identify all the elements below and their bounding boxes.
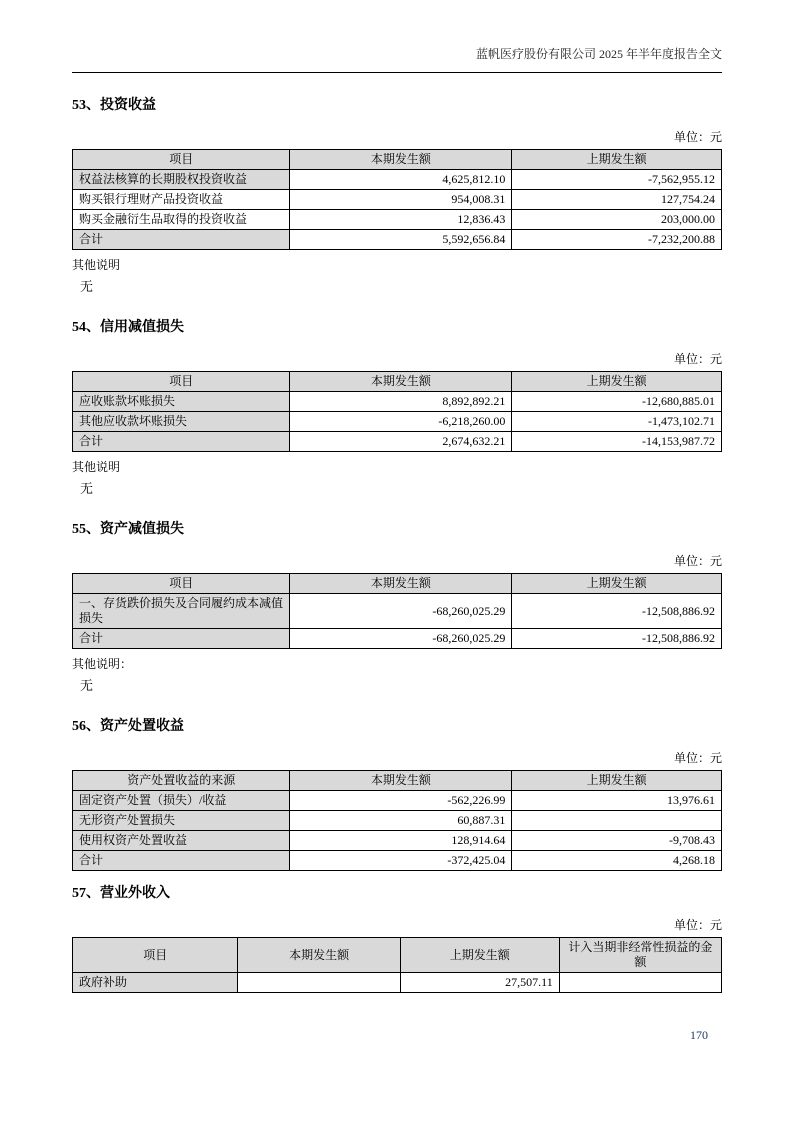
current-amount-cell: -6,218,260.00 <box>290 412 512 432</box>
unit-label: 单位：元 <box>673 554 722 568</box>
table-row <box>73 190 722 210</box>
row-label-cell: 一、存货跌价损失及合同履约成本减值损失 <box>73 594 290 629</box>
page-number: 170 <box>690 1028 708 1042</box>
prior-amount-cell: 127,754.24 <box>512 190 722 210</box>
table-row <box>73 973 722 993</box>
current-amount-cell: 5,592,656.84 <box>290 230 512 250</box>
col-header-current-period: 本期发生额 <box>290 150 512 170</box>
section-56-title: 56、资产处置收益 <box>72 719 184 734</box>
col-header-prior-period: 上期发生额 <box>512 150 722 170</box>
unit-label: 单位：元 <box>673 352 722 366</box>
note-label: 其他说明 <box>72 258 121 272</box>
row-label-cell: 合计 <box>73 629 290 649</box>
prior-amount-cell: -7,232,200.88 <box>512 230 722 250</box>
current-amount-cell: -562,226.99 <box>290 791 512 811</box>
current-amount-cell: 8,892,892.21 <box>290 392 512 412</box>
note-value: 无 <box>80 279 94 294</box>
prior-amount-cell: -12,508,886.92 <box>512 629 722 649</box>
table-row-total <box>73 230 722 250</box>
col-header-item: 项目 <box>73 574 290 594</box>
row-label-cell: 无形资产处置损失 <box>73 811 290 831</box>
page-header <box>72 46 722 73</box>
col-header-current-period: 本期发生额 <box>290 771 512 791</box>
col-header-prior-period: 上期发生额 <box>400 938 559 973</box>
row-label-cell: 权益法核算的长期股权投资收益 <box>73 170 290 190</box>
note-label: 其他说明 <box>72 460 121 474</box>
table-credit-impairment-loss <box>72 371 722 452</box>
row-label-cell: 应收账款坏账损失 <box>73 392 290 412</box>
row-label-cell: 固定资产处置（损失）/收益 <box>73 791 290 811</box>
non-recurring-amount-cell <box>559 973 721 993</box>
row-label-cell: 合计 <box>73 432 290 452</box>
current-amount-cell: 2,674,632.21 <box>290 432 512 452</box>
prior-amount-cell: -12,680,885.01 <box>512 392 722 412</box>
current-amount-cell <box>238 973 400 993</box>
col-header-item: 项目 <box>73 372 290 392</box>
col-header-item: 项目 <box>73 150 290 170</box>
unit-label: 单位：元 <box>673 751 722 765</box>
table-header-row <box>73 372 722 392</box>
table-header-row <box>73 574 722 594</box>
table-row <box>73 791 722 811</box>
col-header-prior-period: 上期发生额 <box>512 574 722 594</box>
row-label-cell: 政府补助 <box>73 973 238 993</box>
col-header-prior-period: 上期发生额 <box>512 372 722 392</box>
table-asset-disposal-income <box>72 770 722 871</box>
unit-label: 单位：元 <box>673 130 722 144</box>
table-header-row <box>73 150 722 170</box>
prior-amount-cell: 27,507.11 <box>400 973 559 993</box>
row-label-cell: 其他应收款坏账损失 <box>73 412 290 432</box>
unit-label: 单位：元 <box>673 918 722 932</box>
table-row-total <box>73 629 722 649</box>
row-label-cell: 购买金融衍生品取得的投资收益 <box>73 210 290 230</box>
table-investment-income <box>72 149 722 250</box>
table-row <box>73 811 722 831</box>
prior-amount-cell: -7,562,955.12 <box>512 170 722 190</box>
col-header-current-period: 本期发生额 <box>290 372 512 392</box>
prior-amount-cell: -9,708.43 <box>512 831 722 851</box>
section-57-title: 57、营业外收入 <box>72 886 170 901</box>
table-row <box>73 210 722 230</box>
table-row <box>73 170 722 190</box>
current-amount-cell: -372,425.04 <box>290 851 512 871</box>
table-non-operating-income <box>72 937 722 993</box>
current-amount-cell: 128,914.64 <box>290 831 512 851</box>
col-header-current-period: 本期发生额 <box>238 938 400 973</box>
prior-amount-cell: -14,153,987.72 <box>512 432 722 452</box>
table-asset-impairment-loss <box>72 573 722 649</box>
table-row <box>73 831 722 851</box>
current-amount-cell: 60,887.31 <box>290 811 512 831</box>
table-row <box>73 392 722 412</box>
row-label-cell: 合计 <box>73 851 290 871</box>
note-label: 其他说明： <box>72 657 133 671</box>
prior-amount-cell: -1,473,102.71 <box>512 412 722 432</box>
row-label-cell: 使用权资产处置收益 <box>73 831 290 851</box>
prior-amount-cell <box>512 811 722 831</box>
note-value: 无 <box>80 481 94 496</box>
current-amount-cell: -68,260,025.29 <box>290 594 512 629</box>
prior-amount-cell: -12,508,886.92 <box>512 594 722 629</box>
table-header-row <box>73 771 722 791</box>
col-header-source: 资产处置收益的来源 <box>73 771 290 791</box>
current-amount-cell: 12,836.43 <box>290 210 512 230</box>
current-amount-cell: 4,625,812.10 <box>290 170 512 190</box>
row-label-cell: 合计 <box>73 230 290 250</box>
note-value: 无 <box>80 678 94 693</box>
section-54-title: 54、信用减值损失 <box>72 320 184 335</box>
current-amount-cell: -68,260,025.29 <box>290 629 512 649</box>
col-header-item: 项目 <box>73 938 238 973</box>
table-row <box>73 594 722 629</box>
table-header-row <box>73 938 722 973</box>
table-row-total <box>73 851 722 871</box>
current-amount-cell: 954,008.31 <box>290 190 512 210</box>
table-row <box>73 412 722 432</box>
section-53-title: 53、投资收益 <box>72 98 156 113</box>
prior-amount-cell: 203,000.00 <box>512 210 722 230</box>
col-header-non-recurring: 计入当期非经常性损益的金额 <box>559 938 721 973</box>
prior-amount-cell: 4,268.18 <box>512 851 722 871</box>
col-header-prior-period: 上期发生额 <box>512 771 722 791</box>
table-row-total <box>73 432 722 452</box>
col-header-current-period: 本期发生额 <box>290 574 512 594</box>
row-label-cell: 购买银行理财产品投资收益 <box>73 190 290 210</box>
prior-amount-cell: 13,976.61 <box>512 791 722 811</box>
section-55-title: 55、资产减值损失 <box>72 522 184 537</box>
report-header-title: 蓝帆医疗股份有限公司 2025 年半年度报告全文 <box>475 47 722 61</box>
